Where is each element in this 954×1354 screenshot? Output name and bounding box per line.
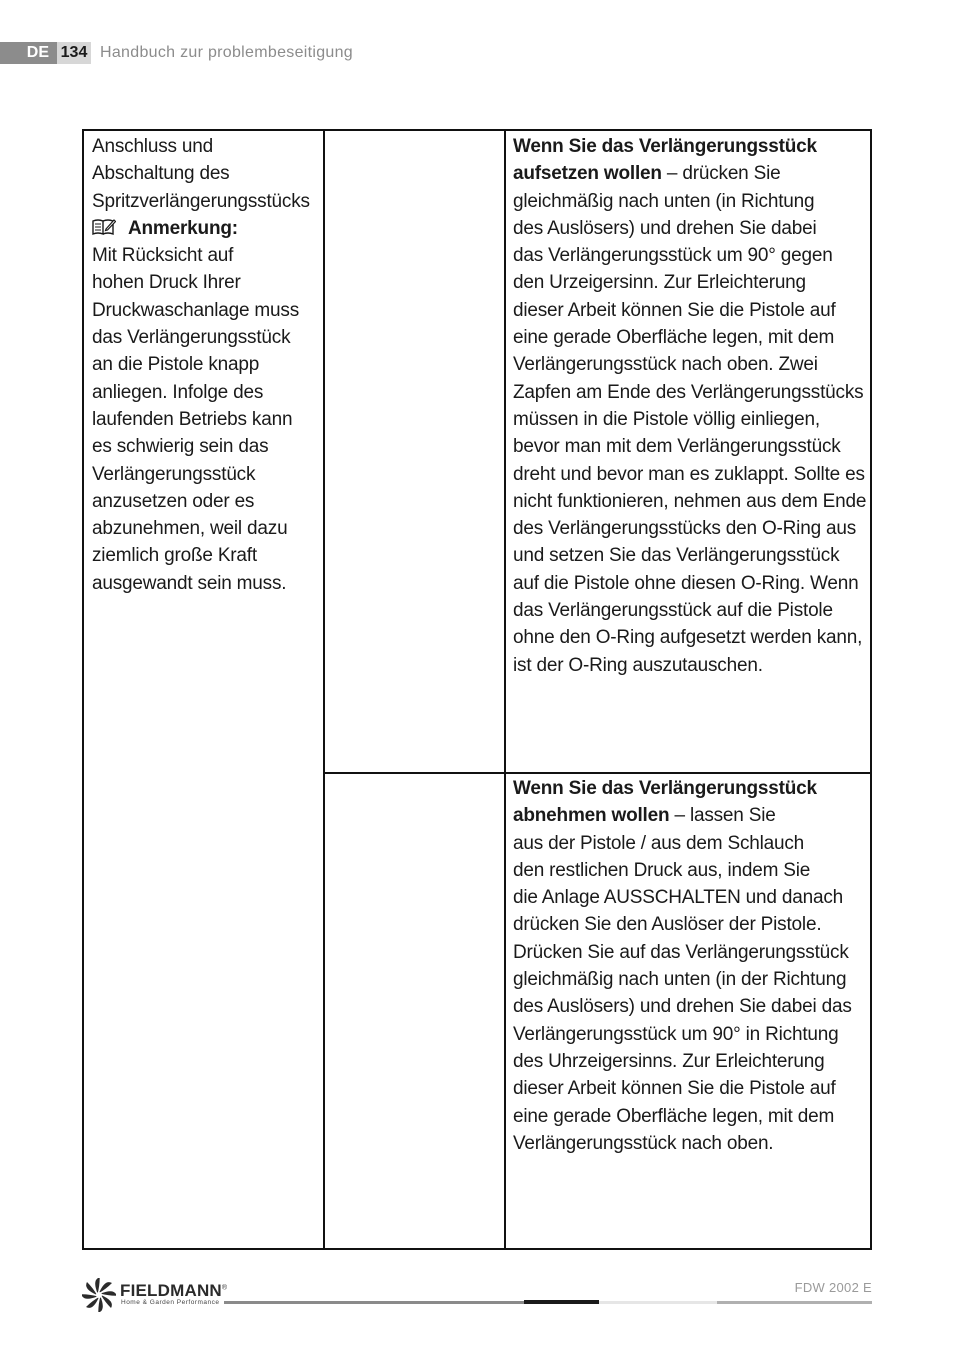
note-line: Mit Rücksicht auf	[92, 245, 234, 267]
note-line: hohen Druck Ihrer	[92, 272, 241, 294]
note-line: Verlängerungsstück	[92, 463, 256, 485]
solution-text: – drücken Sie	[661, 163, 781, 185]
note-line: Druckwaschanlage muss	[92, 299, 299, 321]
solution-line: auf die Pistole ohne diesen O-Ring. Wenn	[513, 572, 859, 594]
solution-line: dieser Arbeit können Sie die Pistole auf	[513, 1078, 836, 1100]
solution-line: aus der Pistole / aus dem Schlauch	[513, 832, 805, 854]
note-line: laufenden Betriebs kann	[92, 408, 293, 430]
note-label: Anmerkung:	[128, 217, 238, 239]
solution-line: das Verlängerungsstück auf die Pistole	[513, 600, 833, 622]
footer-bar-segment	[524, 1300, 599, 1304]
note-text	[92, 242, 320, 597]
solution-line: ist der O-Ring auszutauschen.	[513, 654, 763, 676]
solution-heading: Wenn Sie das Verlängerungsstück	[513, 778, 817, 799]
solution-line: Verlängerungsstück um 90° in Richtung	[513, 1023, 839, 1045]
solution-line: und setzen Sie das Verlängerungsstück	[513, 545, 840, 567]
solution-line: bevor man mit dem Verlängerungsstück	[513, 436, 841, 458]
problem-text	[92, 133, 320, 215]
row-divider	[325, 772, 870, 774]
footer-bar-segment	[717, 1301, 872, 1304]
problem-cell	[92, 133, 320, 597]
solution-cell-remove	[513, 775, 869, 1157]
note-line: an die Pistole knapp	[92, 354, 260, 376]
solution-heading: abnehmen wollen	[513, 805, 670, 827]
column-divider	[323, 131, 325, 1248]
solution-line: dieser Arbeit können Sie die Pistole auf	[513, 299, 836, 321]
problem-line: Abschaltung des	[92, 163, 230, 185]
page-number: 134	[57, 42, 91, 64]
brand-name	[120, 1281, 227, 1301]
solution-line: nicht funktionieren, nehmen aus dem Ende	[513, 490, 867, 512]
note-line: ziemlich große Kraft	[92, 545, 257, 567]
solution-line: Verlängerungsstück nach oben.	[513, 1132, 774, 1154]
column-divider	[504, 131, 506, 1248]
solution-line: Verlängerungsstück nach oben. Zwei	[513, 354, 818, 376]
model-number: FDW 2002 E	[794, 1280, 872, 1295]
section-title: Handbuch zur problembeseitigung	[100, 44, 354, 61]
solution-line: die Anlage AUSSCHALTEN und danach	[513, 887, 843, 909]
solution-line: des Auslösers) und drehen Sie dabei	[513, 217, 817, 239]
note-line: anzusetzen oder es	[92, 490, 255, 512]
solution-line: Zapfen am Ende des Verlängerungsstücks	[513, 381, 864, 403]
solution-line: gleichmäßig nach unten (in der Richtung	[513, 969, 847, 991]
solution-line: ohne den O-Ring aufgesetzt werden kann,	[513, 627, 863, 649]
solution-line: Drücken Sie auf das Verlängerungsstück	[513, 941, 849, 963]
solution-heading-line	[513, 160, 869, 187]
solution-line: drücken Sie den Auslöser der Pistole.	[513, 914, 822, 936]
brand-logo	[82, 1278, 227, 1312]
solution-line: des Verlängerungsstücks den O-Ring aus	[513, 518, 857, 540]
note-line: es schwierig sein das	[92, 436, 269, 458]
troubleshooting-table	[82, 129, 872, 1250]
brand-tagline: Home & Garden Performance	[121, 1299, 220, 1306]
problem-line: Spritzverlängerungsstücks	[92, 190, 310, 212]
note-line: ausgewandt sein muss.	[92, 572, 287, 594]
note-line: anliegen. Infolge des	[92, 381, 264, 403]
language-tag: DE	[0, 42, 57, 64]
solution-line: den Urzeigersinn. Zur Erleichterung	[513, 272, 806, 294]
fan-logo-icon	[82, 1278, 116, 1312]
solution-heading: aufsetzen wollen	[513, 163, 662, 185]
trademark: ®	[221, 1284, 228, 1292]
book-icon	[92, 217, 116, 235]
solution-line: eine gerade Oberfläche legen, mit dem	[513, 327, 835, 349]
brand-name-text: FIELDMANN	[120, 1281, 222, 1300]
solution-line: gleichmäßig nach unten (in Richtung	[513, 190, 815, 212]
problem-line: Anschluss und	[92, 136, 213, 157]
note-line: das Verlängerungsstück	[92, 327, 291, 349]
solution-line: müssen in die Pistole völlig einliegen,	[513, 408, 820, 430]
solution-line: des Uhrzeigersinns. Zur Erleichterung	[513, 1050, 825, 1072]
solution-cell-attach	[513, 133, 869, 679]
note-heading	[92, 215, 320, 242]
solution-line: das Verlängerungsstück um 90° gegen	[513, 245, 833, 267]
footer-bar-segment	[224, 1301, 524, 1304]
solution-line: dreht und bevor man es zuklappt. Sollte es	[513, 463, 865, 485]
solution-text: – lassen Sie	[669, 805, 776, 827]
footer-bar-segment	[599, 1301, 717, 1304]
solution-heading-line	[513, 802, 869, 829]
note-line: abzunehmen, weil dazu	[92, 518, 288, 540]
solution-line: eine gerade Oberfläche legen, mit dem	[513, 1105, 835, 1127]
solution-line: des Auslösers) und drehen Sie dabei das	[513, 996, 852, 1018]
solution-line: den restlichen Druck aus, indem Sie	[513, 859, 811, 881]
solution-heading: Wenn Sie das Verlängerungsstück	[513, 136, 817, 157]
